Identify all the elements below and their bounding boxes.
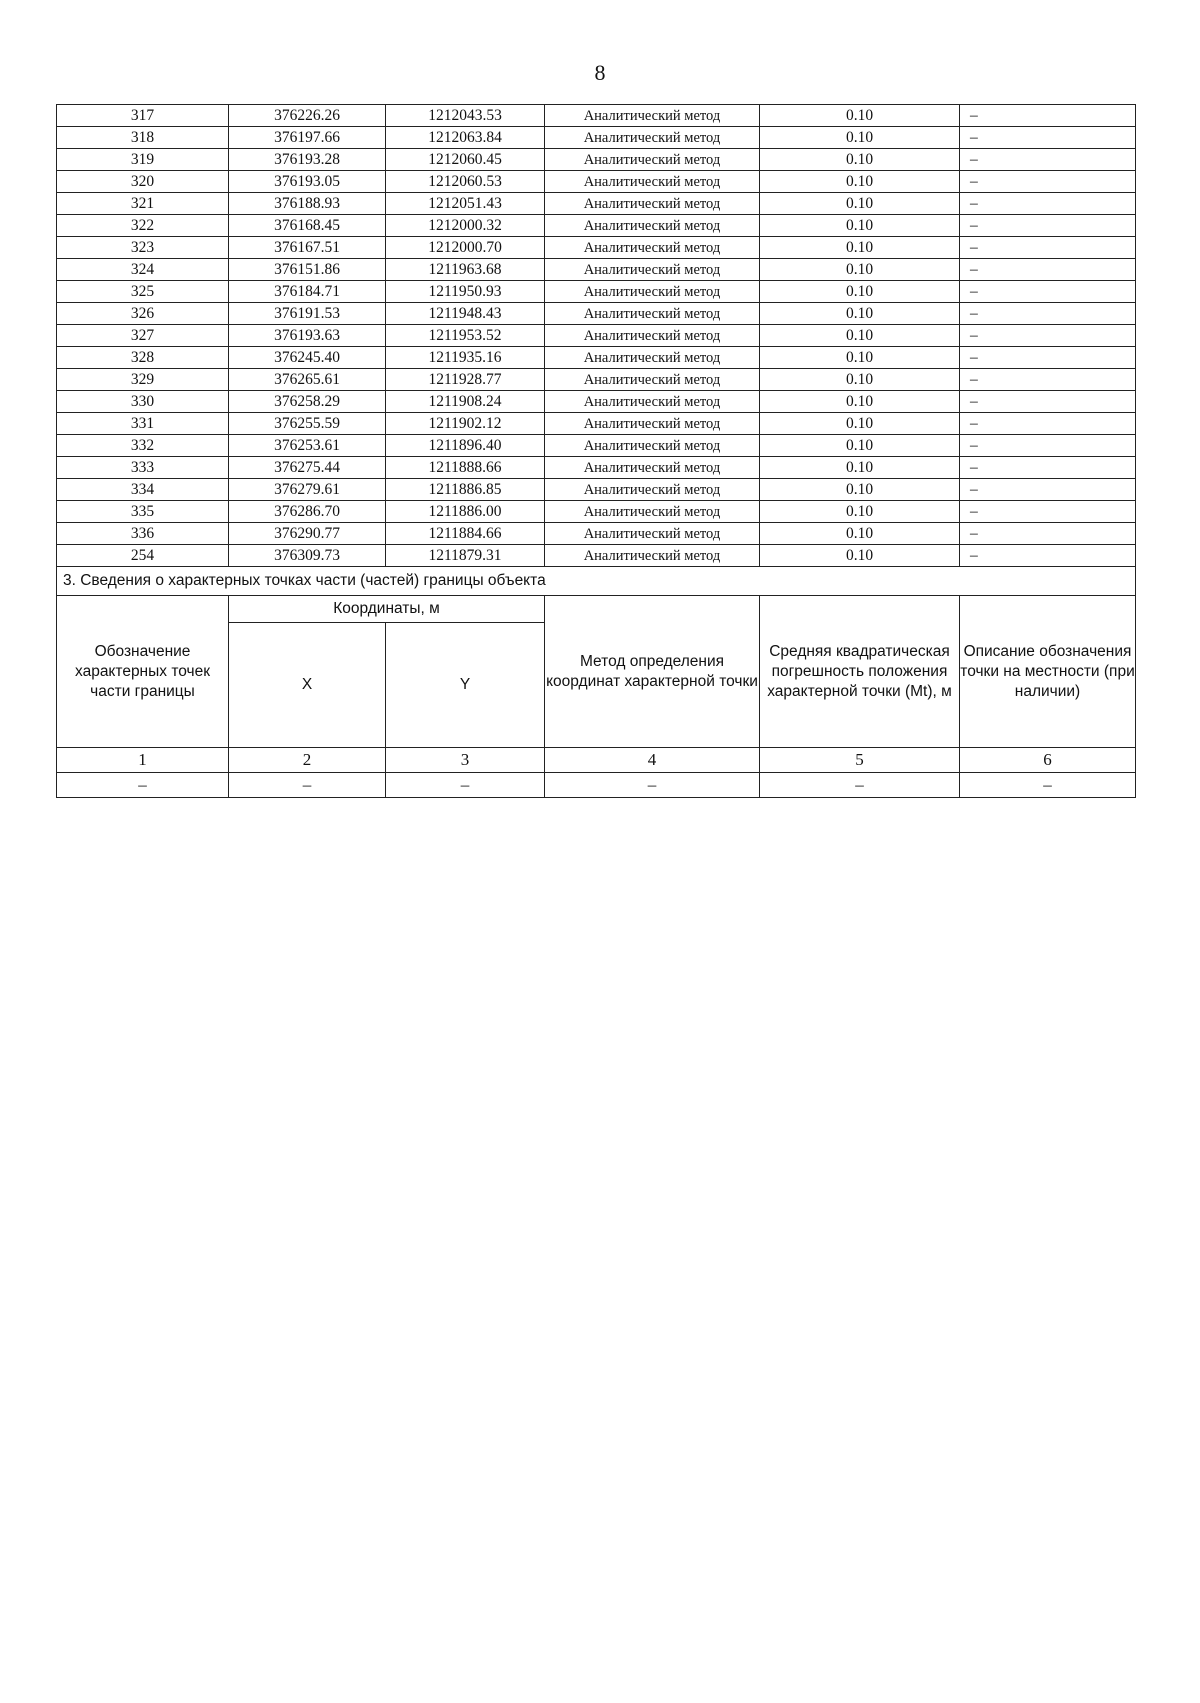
header-error: Средняя квадратическая погрешность положения характерной точки (Mt), м	[760, 596, 960, 748]
error-cell: 0.10	[760, 545, 960, 567]
x-coordinate-cell: 376265.61	[229, 369, 386, 391]
error-cell: 0.10	[760, 523, 960, 545]
description-cell: –	[960, 259, 1136, 281]
x-coordinate-cell: 376275.44	[229, 457, 386, 479]
point-number-cell: 329	[57, 369, 229, 391]
x-coordinate-cell: 376255.59	[229, 413, 386, 435]
error-cell: 0.10	[760, 303, 960, 325]
x-coordinate-cell: 376290.77	[229, 523, 386, 545]
y-coordinate-cell: 1211908.24	[386, 391, 545, 413]
description-cell: –	[960, 457, 1136, 479]
x-coordinate-cell: 376184.71	[229, 281, 386, 303]
y-coordinate-cell: 1212063.84	[386, 127, 545, 149]
description-cell: –	[960, 149, 1136, 171]
method-cell: Аналитический метод	[545, 391, 760, 413]
page-number: 8	[594, 60, 606, 85]
table-row	[57, 237, 1136, 259]
table-row	[57, 281, 1136, 303]
empty-cell: –	[386, 773, 545, 798]
point-number-cell: 321	[57, 193, 229, 215]
x-coordinate-cell: 376167.51	[229, 237, 386, 259]
y-coordinate-cell: 1211896.40	[386, 435, 545, 457]
error-cell: 0.10	[760, 501, 960, 523]
empty-cell: –	[760, 773, 960, 798]
x-coordinate-cell: 376286.70	[229, 501, 386, 523]
y-coordinate-cell: 1212060.53	[386, 171, 545, 193]
point-number-cell: 317	[57, 105, 229, 127]
error-cell: 0.10	[760, 149, 960, 171]
description-cell: –	[960, 325, 1136, 347]
method-cell: Аналитический метод	[545, 237, 760, 259]
point-number-cell: 323	[57, 237, 229, 259]
method-cell: Аналитический метод	[545, 413, 760, 435]
table-row	[57, 127, 1136, 149]
description-cell: –	[960, 303, 1136, 325]
method-cell: Аналитический метод	[545, 303, 760, 325]
empty-cell: –	[545, 773, 760, 798]
error-cell: 0.10	[760, 479, 960, 501]
table-row	[57, 457, 1136, 479]
description-cell: –	[960, 237, 1136, 259]
description-cell: –	[960, 193, 1136, 215]
column-number: 1	[57, 748, 229, 773]
point-number-cell: 332	[57, 435, 229, 457]
error-cell: 0.10	[760, 457, 960, 479]
description-cell: –	[960, 347, 1136, 369]
point-number-cell: 319	[57, 149, 229, 171]
method-cell: Аналитический метод	[545, 259, 760, 281]
section3-title-row	[57, 567, 1136, 596]
method-cell: Аналитический метод	[545, 435, 760, 457]
y-coordinate-cell: 1212000.32	[386, 215, 545, 237]
y-coordinate-cell: 1212000.70	[386, 237, 545, 259]
x-coordinate-cell: 376258.29	[229, 391, 386, 413]
point-number-cell: 326	[57, 303, 229, 325]
method-cell: Аналитический метод	[545, 325, 760, 347]
point-number-cell: 333	[57, 457, 229, 479]
method-cell: Аналитический метод	[545, 127, 760, 149]
method-cell: Аналитический метод	[545, 457, 760, 479]
description-cell: –	[960, 523, 1136, 545]
empty-cell: –	[960, 773, 1136, 798]
description-cell: –	[960, 105, 1136, 127]
method-cell: Аналитический метод	[545, 369, 760, 391]
error-cell: 0.10	[760, 105, 960, 127]
error-cell: 0.10	[760, 237, 960, 259]
error-cell: 0.10	[760, 391, 960, 413]
y-coordinate-cell: 1211948.43	[386, 303, 545, 325]
description-cell: –	[960, 435, 1136, 457]
point-number-cell: 318	[57, 127, 229, 149]
table-row	[57, 479, 1136, 501]
y-coordinate-cell: 1211953.52	[386, 325, 545, 347]
header-coords: Координаты, м	[229, 596, 545, 623]
error-cell: 0.10	[760, 347, 960, 369]
table-row	[57, 523, 1136, 545]
description-cell: –	[960, 545, 1136, 567]
error-cell: 0.10	[760, 193, 960, 215]
header-description: Описание обозначения точки на местности (при наличии)	[960, 596, 1136, 748]
method-cell: Аналитический метод	[545, 347, 760, 369]
x-coordinate-cell: 376193.63	[229, 325, 386, 347]
x-coordinate-cell: 376279.61	[229, 479, 386, 501]
y-coordinate-cell: 1211886.85	[386, 479, 545, 501]
table-row	[57, 193, 1136, 215]
y-coordinate-cell: 1212043.53	[386, 105, 545, 127]
table-row	[57, 545, 1136, 567]
column-number: 6	[960, 748, 1136, 773]
point-number-cell: 331	[57, 413, 229, 435]
y-coordinate-cell: 1211884.66	[386, 523, 545, 545]
y-coordinate-cell: 1212051.43	[386, 193, 545, 215]
point-number-cell: 322	[57, 215, 229, 237]
error-cell: 0.10	[760, 325, 960, 347]
error-cell: 0.10	[760, 215, 960, 237]
description-cell: –	[960, 479, 1136, 501]
header-method: Метод определения координат характерной точки	[545, 596, 760, 748]
table-row	[57, 149, 1136, 171]
table-row	[57, 105, 1136, 127]
error-cell: 0.10	[760, 369, 960, 391]
x-coordinate-cell: 376197.66	[229, 127, 386, 149]
description-cell: –	[960, 281, 1136, 303]
description-cell: –	[960, 413, 1136, 435]
section3-header-row-1	[57, 596, 1136, 623]
point-number-cell: 336	[57, 523, 229, 545]
x-coordinate-cell: 376168.45	[229, 215, 386, 237]
description-cell: –	[960, 501, 1136, 523]
section3-block	[57, 567, 1136, 798]
y-coordinate-cell: 1211935.16	[386, 347, 545, 369]
x-coordinate-cell: 376151.86	[229, 259, 386, 281]
table-row	[57, 501, 1136, 523]
point-number-cell: 335	[57, 501, 229, 523]
method-cell: Аналитический метод	[545, 193, 760, 215]
point-number-cell: 327	[57, 325, 229, 347]
description-cell: –	[960, 127, 1136, 149]
column-number: 2	[229, 748, 386, 773]
table-row	[57, 171, 1136, 193]
y-coordinate-cell: 1211928.77	[386, 369, 545, 391]
description-cell: –	[960, 215, 1136, 237]
method-cell: Аналитический метод	[545, 215, 760, 237]
column-number: 3	[386, 748, 545, 773]
point-number-cell: 320	[57, 171, 229, 193]
x-coordinate-cell: 376226.26	[229, 105, 386, 127]
y-coordinate-cell: 1211950.93	[386, 281, 545, 303]
error-cell: 0.10	[760, 281, 960, 303]
x-coordinate-cell: 376253.61	[229, 435, 386, 457]
description-cell: –	[960, 391, 1136, 413]
empty-cell: –	[57, 773, 229, 798]
y-coordinate-cell: 1212060.45	[386, 149, 545, 171]
point-number-cell: 254	[57, 545, 229, 567]
method-cell: Аналитический метод	[545, 105, 760, 127]
header-x: X	[229, 623, 386, 748]
table-row	[57, 413, 1136, 435]
method-cell: Аналитический метод	[545, 171, 760, 193]
table-row	[57, 215, 1136, 237]
column-number: 5	[760, 748, 960, 773]
y-coordinate-cell: 1211963.68	[386, 259, 545, 281]
empty-data-row	[57, 773, 1136, 798]
description-cell: –	[960, 171, 1136, 193]
y-coordinate-cell: 1211886.00	[386, 501, 545, 523]
table-row	[57, 369, 1136, 391]
x-coordinate-cell: 376193.05	[229, 171, 386, 193]
error-cell: 0.10	[760, 127, 960, 149]
x-coordinate-cell: 376188.93	[229, 193, 386, 215]
section3-title: 3. Сведения о характерных точках части (частей) границы объекта	[57, 567, 1136, 596]
error-cell: 0.10	[760, 171, 960, 193]
empty-cell: –	[229, 773, 386, 798]
x-coordinate-cell: 376309.73	[229, 545, 386, 567]
point-number-cell: 334	[57, 479, 229, 501]
error-cell: 0.10	[760, 413, 960, 435]
method-cell: Аналитический метод	[545, 149, 760, 171]
points-table-body	[57, 105, 1136, 567]
column-numbers-row	[57, 748, 1136, 773]
method-cell: Аналитический метод	[545, 545, 760, 567]
point-number-cell: 328	[57, 347, 229, 369]
method-cell: Аналитический метод	[545, 479, 760, 501]
table-row	[57, 347, 1136, 369]
header-y: Y	[386, 623, 545, 748]
points-table	[56, 104, 1136, 798]
point-number-cell: 325	[57, 281, 229, 303]
y-coordinate-cell: 1211902.12	[386, 413, 545, 435]
point-number-cell: 324	[57, 259, 229, 281]
header-designation: Обозначение характерных точек части границы	[57, 596, 229, 748]
point-number-cell: 330	[57, 391, 229, 413]
error-cell: 0.10	[760, 259, 960, 281]
x-coordinate-cell: 376245.40	[229, 347, 386, 369]
y-coordinate-cell: 1211879.31	[386, 545, 545, 567]
description-cell: –	[960, 369, 1136, 391]
method-cell: Аналитический метод	[545, 501, 760, 523]
method-cell: Аналитический метод	[545, 281, 760, 303]
x-coordinate-cell: 376193.28	[229, 149, 386, 171]
x-coordinate-cell: 376191.53	[229, 303, 386, 325]
table-row	[57, 435, 1136, 457]
method-cell: Аналитический метод	[545, 523, 760, 545]
column-number: 4	[545, 748, 760, 773]
table-row	[57, 391, 1136, 413]
table-row	[57, 259, 1136, 281]
y-coordinate-cell: 1211888.66	[386, 457, 545, 479]
error-cell: 0.10	[760, 435, 960, 457]
table-row	[57, 325, 1136, 347]
table-row	[57, 303, 1136, 325]
